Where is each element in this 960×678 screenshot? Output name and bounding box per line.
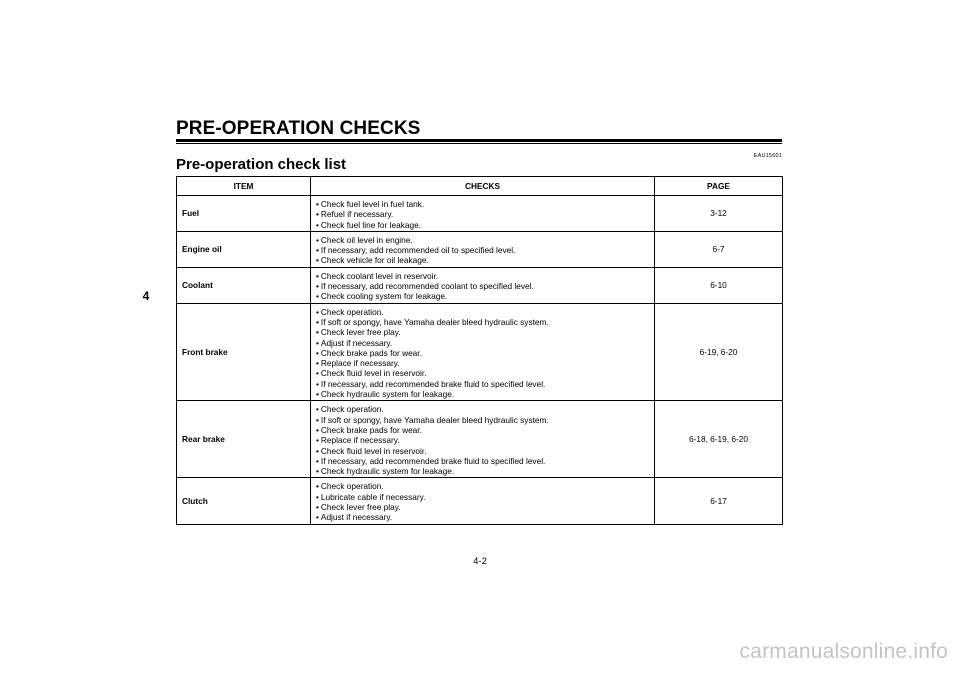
checks-cell [311,303,655,401]
checks-cell [311,401,655,478]
page-cell: 6-19, 6-20 [655,303,783,401]
table-header-row [177,177,783,196]
page-cell: 3-12 [655,196,783,232]
header-rule-thin [176,143,782,144]
check-item: • Check fluid level in reservoir. [316,446,650,456]
checks-list [316,199,650,230]
check-item: • Check coolant level in reservoir. [316,271,650,281]
check-item: • Check operation. [316,404,650,414]
checks-cell [311,478,655,524]
column-header-checks: CHECKS [311,177,655,196]
table-row [177,303,783,401]
page-title: PRE-OPERATION CHECKS [176,118,421,139]
checks-list [316,481,650,522]
section-title: Pre-operation check list [176,156,347,173]
check-item: • Check fuel level in fuel tank. [316,199,650,209]
page-cell: 6-10 [655,267,783,303]
check-item: • Check brake pads for wear. [316,348,650,358]
check-item: • Check operation. [316,481,650,491]
header-rule-thick [176,139,782,142]
item-cell: Engine oil [177,231,311,267]
item-cell: Clutch [177,478,311,524]
item-cell: Fuel [177,196,311,232]
item-cell: Front brake [177,303,311,401]
check-item: • Check cooling system for leakage. [316,291,650,301]
table-body [177,196,783,525]
table-row [177,478,783,524]
check-item: • Check hydraulic system for leakage. [316,389,650,399]
check-item: • Lubricate cable if necessary. [316,492,650,502]
check-item: • Refuel if necessary. [316,209,650,219]
checks-list [316,307,650,400]
check-item: • If soft or spongy, have Yamaha dealer bleed hydraulic system. [316,415,650,425]
chapter-tab: 4 [142,289,150,303]
checks-list [316,404,650,476]
check-item: • If necessary, add recommended brake fluid to specified level. [316,456,650,466]
item-cell: Rear brake [177,401,311,478]
check-item: • Adjust if necessary. [316,338,650,348]
check-item: • Replace if necessary. [316,435,650,445]
check-item: • If necessary, add recommended oil to specified level. [316,245,650,255]
check-item: • Check lever free play. [316,327,650,337]
pre-operation-check-table [176,176,783,525]
checks-list [316,235,650,266]
check-item: • If soft or spongy, have Yamaha dealer bleed hydraulic system. [316,317,650,327]
check-item: • Check brake pads for wear. [316,425,650,435]
page-number: 4-2 [473,556,487,567]
checks-cell [311,267,655,303]
page-cell: 6-17 [655,478,783,524]
page-cell: 6-18, 6-19, 6-20 [655,401,783,478]
item-cell: Coolant [177,267,311,303]
check-item: • Check oil level in engine. [316,235,650,245]
table-row [177,231,783,267]
table-row [177,267,783,303]
check-item: • Check vehicle for oil leakage. [316,255,650,265]
page-cell: 6-7 [655,231,783,267]
check-item: • Check operation. [316,307,650,317]
table-row [177,401,783,478]
check-item: • Replace if necessary. [316,358,650,368]
watermark: carmanualsonline.info [739,640,948,663]
checks-list [316,271,650,302]
checks-cell [311,196,655,232]
check-item: • If necessary, add recommended coolant to specified level. [316,281,650,291]
check-item: • Check hydraulic system for leakage. [316,466,650,476]
column-header-page: PAGE [655,177,783,196]
check-item: • Check lever free play. [316,502,650,512]
column-header-item: ITEM [177,177,311,196]
check-item: • Adjust if necessary. [316,512,650,522]
check-item: • Check fuel line for leakage. [316,220,650,230]
check-item: • If necessary, add recommended brake fluid to specified level. [316,379,650,389]
reference-code: EAU15601 [753,153,782,159]
table-row [177,196,783,232]
checks-cell [311,231,655,267]
check-item: • Check fluid level in reservoir. [316,368,650,378]
